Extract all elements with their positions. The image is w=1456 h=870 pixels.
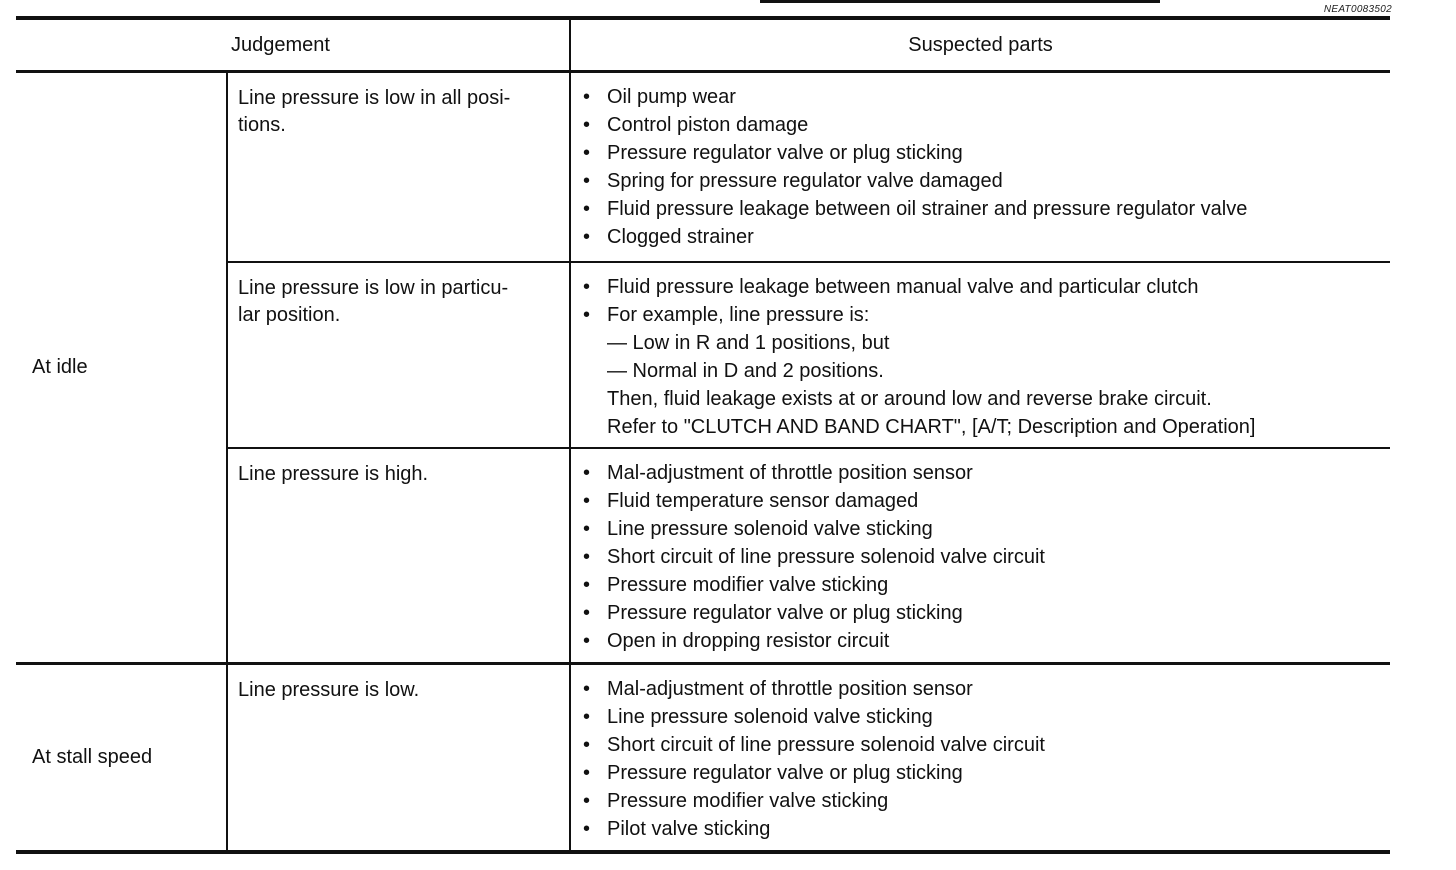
parts-cell — [570, 448, 1390, 664]
parts-cell — [570, 262, 1390, 448]
parts-list — [581, 83, 1390, 251]
judgement-text: Line pressure is low in all posi- tions. — [238, 87, 511, 136]
list-item: • Mal-adjustment of throttle position sensor — [581, 459, 1390, 487]
judgement-header: Judgement — [16, 20, 570, 72]
list-item: • For example, line pressure is: — [581, 301, 1390, 329]
judgement-cell — [227, 448, 570, 664]
list-item: • Mal-adjustment of throttle position sensor — [581, 675, 1390, 703]
list-item: • Short circuit of line pressure solenoid valve circuit — [581, 543, 1390, 571]
list-item: • Open in dropping resistor circuit — [581, 627, 1390, 655]
suspected-parts-header: Suspected parts — [570, 20, 1390, 72]
list-item: • Line pressure solenoid valve sticking — [581, 515, 1390, 543]
list-item: • Pilot valve sticking — [581, 815, 1390, 843]
condition-cell-at-stall-speed — [16, 664, 227, 852]
example-line: — Normal in D and 2 positions. — [607, 359, 884, 382]
condition-label: At idle — [32, 356, 88, 378]
list-item: • Clogged strainer — [581, 223, 1390, 251]
judgement-text: Line pressure is low in particu- lar position. — [238, 276, 509, 326]
parts-cell — [570, 664, 1390, 852]
parts-list — [581, 273, 1390, 329]
parts-list — [581, 459, 1390, 655]
parts-cell — [570, 72, 1390, 262]
table-row — [16, 664, 1390, 852]
list-item: • Pressure regulator valve or plug sticking — [581, 599, 1390, 627]
judgement-text: Line pressure is high. — [238, 462, 429, 485]
condition-cell-at-idle — [16, 72, 227, 664]
judgement-text: Line pressure is low. — [238, 679, 420, 701]
judgement-cell — [227, 262, 570, 448]
list-item: • Short circuit of line pressure solenoid valve circuit — [581, 731, 1390, 759]
line-pressure-judgement-table — [16, 20, 1390, 854]
note-line: Then, fluid leakage exists at or around low and reverse brake circuit. — [607, 387, 1212, 410]
list-item: • Pressure modifier valve sticking — [581, 571, 1390, 599]
list-item: • Pressure regulator valve or plug sticking — [581, 139, 1390, 167]
list-item: • Pressure regulator valve or plug sticking — [581, 759, 1390, 787]
judgement-cell — [227, 72, 570, 262]
reference-code: NEAT0083502 — [1323, 4, 1392, 15]
list-item: • Fluid pressure leakage between oil strainer and pressure regulator valve — [581, 195, 1390, 223]
header-row — [16, 20, 1390, 72]
list-item: • Pressure modifier valve sticking — [581, 787, 1390, 815]
list-item: • Fluid pressure leakage between manual valve and particular clutch — [581, 273, 1390, 301]
example-line: — Low in R and 1 positions, but — [607, 331, 890, 354]
list-item: • Spring for pressure regulator valve damaged — [581, 167, 1390, 195]
reference-line: Refer to "CLUTCH AND BAND CHART", [A/T; Description and Operation] — [607, 415, 1256, 438]
list-item: • Control piston damage — [581, 111, 1390, 139]
judgement-cell — [227, 664, 570, 852]
list-item: • Fluid temperature sensor damaged — [581, 487, 1390, 515]
top-edge-fragment — [760, 0, 1160, 3]
parts-list — [581, 675, 1390, 843]
table-row — [16, 72, 1390, 262]
list-item: • Line pressure solenoid valve sticking — [581, 703, 1390, 731]
condition-label: At stall speed — [32, 745, 153, 768]
list-item: • Oil pump wear — [581, 83, 1390, 111]
